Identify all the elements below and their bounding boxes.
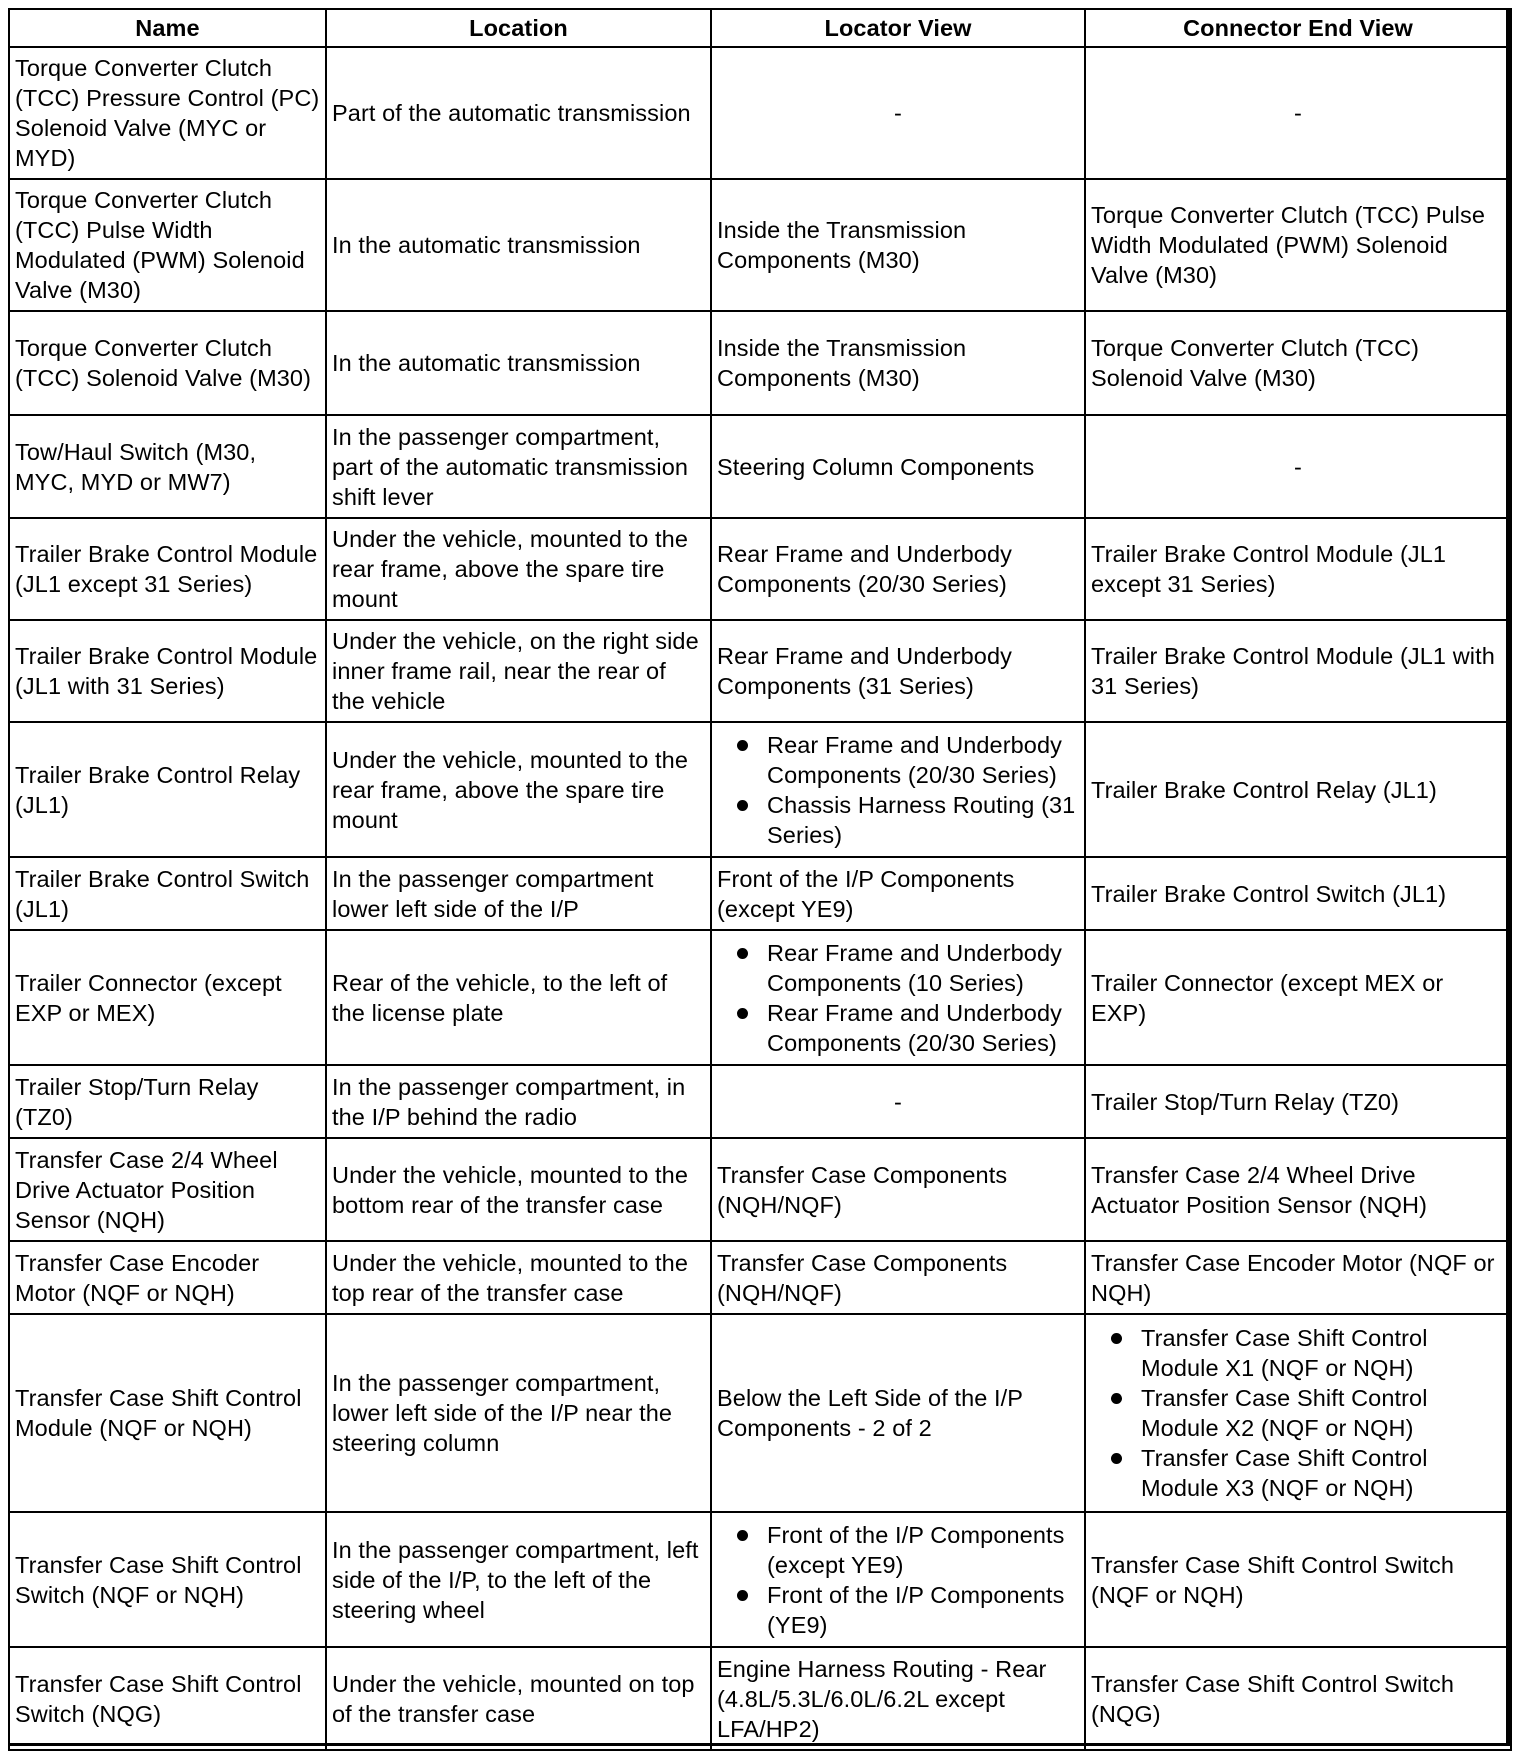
locator-view-link[interactable]: Transfer Case Components (NQH/NQF) bbox=[711, 1241, 1085, 1314]
connector-end-view-cell: - bbox=[1085, 47, 1511, 179]
locator-view-link[interactable]: Chassis Harness Routing (31 Series) bbox=[717, 790, 1079, 850]
connector-end-view-link[interactable]: Trailer Brake Control Module (JL1 with 31 Series) bbox=[1085, 620, 1511, 722]
connector-end-view-link[interactable]: Transfer Case Shift Control Module X2 (NQF or NQH) bbox=[1091, 1383, 1505, 1443]
connector-end-view-column-header: Connector End View bbox=[1085, 9, 1511, 47]
locator-view-cell bbox=[711, 722, 1085, 857]
location-cell: Under the vehicle, mounted to the bottom rear of the transfer case bbox=[326, 1138, 711, 1241]
table-row bbox=[9, 1241, 1511, 1314]
locator-view-link[interactable]: Rear Frame and Underbody Components (20/30 Series) bbox=[717, 998, 1079, 1058]
connector-end-view-cell bbox=[1085, 1314, 1511, 1512]
table-row bbox=[9, 47, 1511, 179]
name-cell: Trailer Brake Control Module (JL1 with 31 Series) bbox=[9, 620, 326, 722]
location-cell: Under the vehicle, mounted to the top rear of the transfer case bbox=[326, 1241, 711, 1314]
connector-end-view-link[interactable]: Trailer Brake Control Switch (JL1) bbox=[1085, 857, 1511, 930]
locator-view-column-header: Locator View bbox=[711, 9, 1085, 47]
location-cell: In the automatic transmission bbox=[326, 311, 711, 415]
connector-end-view-link[interactable]: Trailer Connector (except MEX or EXP) bbox=[1085, 930, 1511, 1065]
connector-end-view-link[interactable]: Transfer Case Shift Control Module X1 (NQF or NQH) bbox=[1091, 1323, 1505, 1383]
location-column-header: Location bbox=[326, 9, 711, 47]
locator-view-cell bbox=[711, 1512, 1085, 1647]
connector-end-view-link[interactable]: Transfer Case Encoder Motor (NQF or NQH) bbox=[1085, 1241, 1511, 1314]
locator-view-link[interactable]: Rear Frame and Underbody Components (31 Series) bbox=[711, 620, 1085, 722]
name-cell: Trailer Brake Control Switch (JL1) bbox=[9, 857, 326, 930]
name-cell: Transfer Case Shift Control Switch (NQF or NQH) bbox=[9, 1512, 326, 1647]
name-cell: Transfer Case 2/4 Wheel Drive Actuator Position Sensor (NQH) bbox=[9, 1138, 326, 1241]
connector-end-view-link[interactable]: Transfer Case Shift Control Switch (NQF or NQH) bbox=[1085, 1512, 1511, 1647]
locator-view-link[interactable]: Transfer Case Components (NQH/NQF) bbox=[711, 1138, 1085, 1241]
name-cell: Transfer Case Shift Control Switch (NQG) bbox=[9, 1647, 326, 1750]
location-cell: In the automatic transmission bbox=[326, 179, 711, 311]
location-cell: Under the vehicle, mounted on top of the transfer case bbox=[326, 1647, 711, 1750]
location-cell: Under the vehicle, mounted to the rear frame, above the spare tire mount bbox=[326, 722, 711, 857]
name-cell: Torque Converter Clutch (TCC) Pressure Control (PC) Solenoid Valve (MYC or MYD) bbox=[9, 47, 326, 179]
table-row bbox=[9, 415, 1511, 518]
table-row bbox=[9, 930, 1511, 1065]
name-cell: Transfer Case Encoder Motor (NQF or NQH) bbox=[9, 1241, 326, 1314]
locator-view-link[interactable]: Inside the Transmission Components (M30) bbox=[711, 311, 1085, 415]
table-row bbox=[9, 1512, 1511, 1647]
locator-view-link[interactable]: Engine Harness Routing - Rear (4.8L/5.3L/6.0L/6.2L except LFA/HP2) bbox=[711, 1647, 1085, 1750]
locator-view-cell bbox=[711, 930, 1085, 1065]
component-locator-page bbox=[8, 8, 1510, 1751]
locator-view-link[interactable]: Below the Left Side of the I/P Components - 2 of 2 bbox=[711, 1314, 1085, 1512]
connector-end-view-link[interactable]: Trailer Brake Control Module (JL1 except 31 Series) bbox=[1085, 518, 1511, 620]
connector-end-view-link[interactable]: Transfer Case 2/4 Wheel Drive Actuator Position Sensor (NQH) bbox=[1085, 1138, 1511, 1241]
locator-view-link[interactable]: Rear Frame and Underbody Components (20/30 Series) bbox=[711, 518, 1085, 620]
locator-view-link[interactable]: Rear Frame and Underbody Components (10 Series) bbox=[717, 938, 1079, 998]
connector-end-view-link[interactable]: Trailer Brake Control Relay (JL1) bbox=[1085, 722, 1511, 857]
table-row bbox=[9, 857, 1511, 930]
connector-end-view-link[interactable]: Torque Converter Clutch (TCC) Solenoid Valve (M30) bbox=[1085, 311, 1511, 415]
locator-view-link[interactable]: Front of the I/P Components (except YE9) bbox=[717, 1520, 1079, 1580]
location-cell: Under the vehicle, mounted to the rear frame, above the spare tire mount bbox=[326, 518, 711, 620]
locator-view-cell: - bbox=[711, 47, 1085, 179]
location-cell: In the passenger compartment lower left side of the I/P bbox=[326, 857, 711, 930]
name-cell: Trailer Brake Control Relay (JL1) bbox=[9, 722, 326, 857]
connector-end-view-list bbox=[1091, 1323, 1505, 1503]
table-row bbox=[9, 518, 1511, 620]
name-cell: Trailer Stop/Turn Relay (TZ0) bbox=[9, 1065, 326, 1138]
table-row bbox=[9, 722, 1511, 857]
connector-end-view-link[interactable]: Transfer Case Shift Control Module X3 (NQF or NQH) bbox=[1091, 1443, 1505, 1503]
locator-view-link[interactable]: Rear Frame and Underbody Components (20/30 Series) bbox=[717, 730, 1079, 790]
name-cell: Trailer Brake Control Module (JL1 except 31 Series) bbox=[9, 518, 326, 620]
locator-view-link[interactable]: Front of the I/P Components (except YE9) bbox=[711, 857, 1085, 930]
location-cell: Part of the automatic transmission bbox=[326, 47, 711, 179]
table-row bbox=[9, 311, 1511, 415]
name-cell: Tow/Haul Switch (M30, MYC, MYD or MW7) bbox=[9, 415, 326, 518]
component-locator-table bbox=[8, 8, 1512, 1751]
name-cell: Transfer Case Shift Control Module (NQF or NQH) bbox=[9, 1314, 326, 1512]
locator-view-list bbox=[717, 1520, 1079, 1640]
location-cell: In the passenger compartment, part of the automatic transmission shift lever bbox=[326, 415, 711, 518]
locator-view-cell: - bbox=[711, 1065, 1085, 1138]
table-row bbox=[9, 1138, 1511, 1241]
location-cell: Rear of the vehicle, to the left of the license plate bbox=[326, 930, 711, 1065]
locator-view-link[interactable]: Steering Column Components bbox=[711, 415, 1085, 518]
location-cell: Under the vehicle, on the right side inner frame rail, near the rear of the vehicle bbox=[326, 620, 711, 722]
location-cell: In the passenger compartment, left side of the I/P, to the left of the steering wheel bbox=[326, 1512, 711, 1647]
header-row bbox=[9, 9, 1511, 47]
name-column-header: Name bbox=[9, 9, 326, 47]
locator-view-list bbox=[717, 938, 1079, 1058]
table-row bbox=[9, 1314, 1511, 1512]
locator-view-link[interactable]: Inside the Transmission Components (M30) bbox=[711, 179, 1085, 311]
table-row bbox=[9, 1647, 1511, 1750]
location-cell: In the passenger compartment, lower left side of the I/P near the steering column bbox=[326, 1314, 711, 1512]
table-row bbox=[9, 620, 1511, 722]
table-row bbox=[9, 1065, 1511, 1138]
connector-end-view-link[interactable]: Trailer Stop/Turn Relay (TZ0) bbox=[1085, 1065, 1511, 1138]
locator-view-list bbox=[717, 730, 1079, 850]
name-cell: Trailer Connector (except EXP or MEX) bbox=[9, 930, 326, 1065]
connector-end-view-link[interactable]: Transfer Case Shift Control Switch (NQG) bbox=[1085, 1647, 1511, 1750]
locator-view-link[interactable]: Front of the I/P Components (YE9) bbox=[717, 1580, 1079, 1640]
location-cell: In the passenger compartment, in the I/P behind the radio bbox=[326, 1065, 711, 1138]
name-cell: Torque Converter Clutch (TCC) Solenoid Valve (M30) bbox=[9, 311, 326, 415]
connector-end-view-cell: - bbox=[1085, 415, 1511, 518]
connector-end-view-link[interactable]: Torque Converter Clutch (TCC) Pulse Width Modulated (PWM) Solenoid Valve (M30) bbox=[1085, 179, 1511, 311]
table-row bbox=[9, 179, 1511, 311]
name-cell: Torque Converter Clutch (TCC) Pulse Width Modulated (PWM) Solenoid Valve (M30) bbox=[9, 179, 326, 311]
